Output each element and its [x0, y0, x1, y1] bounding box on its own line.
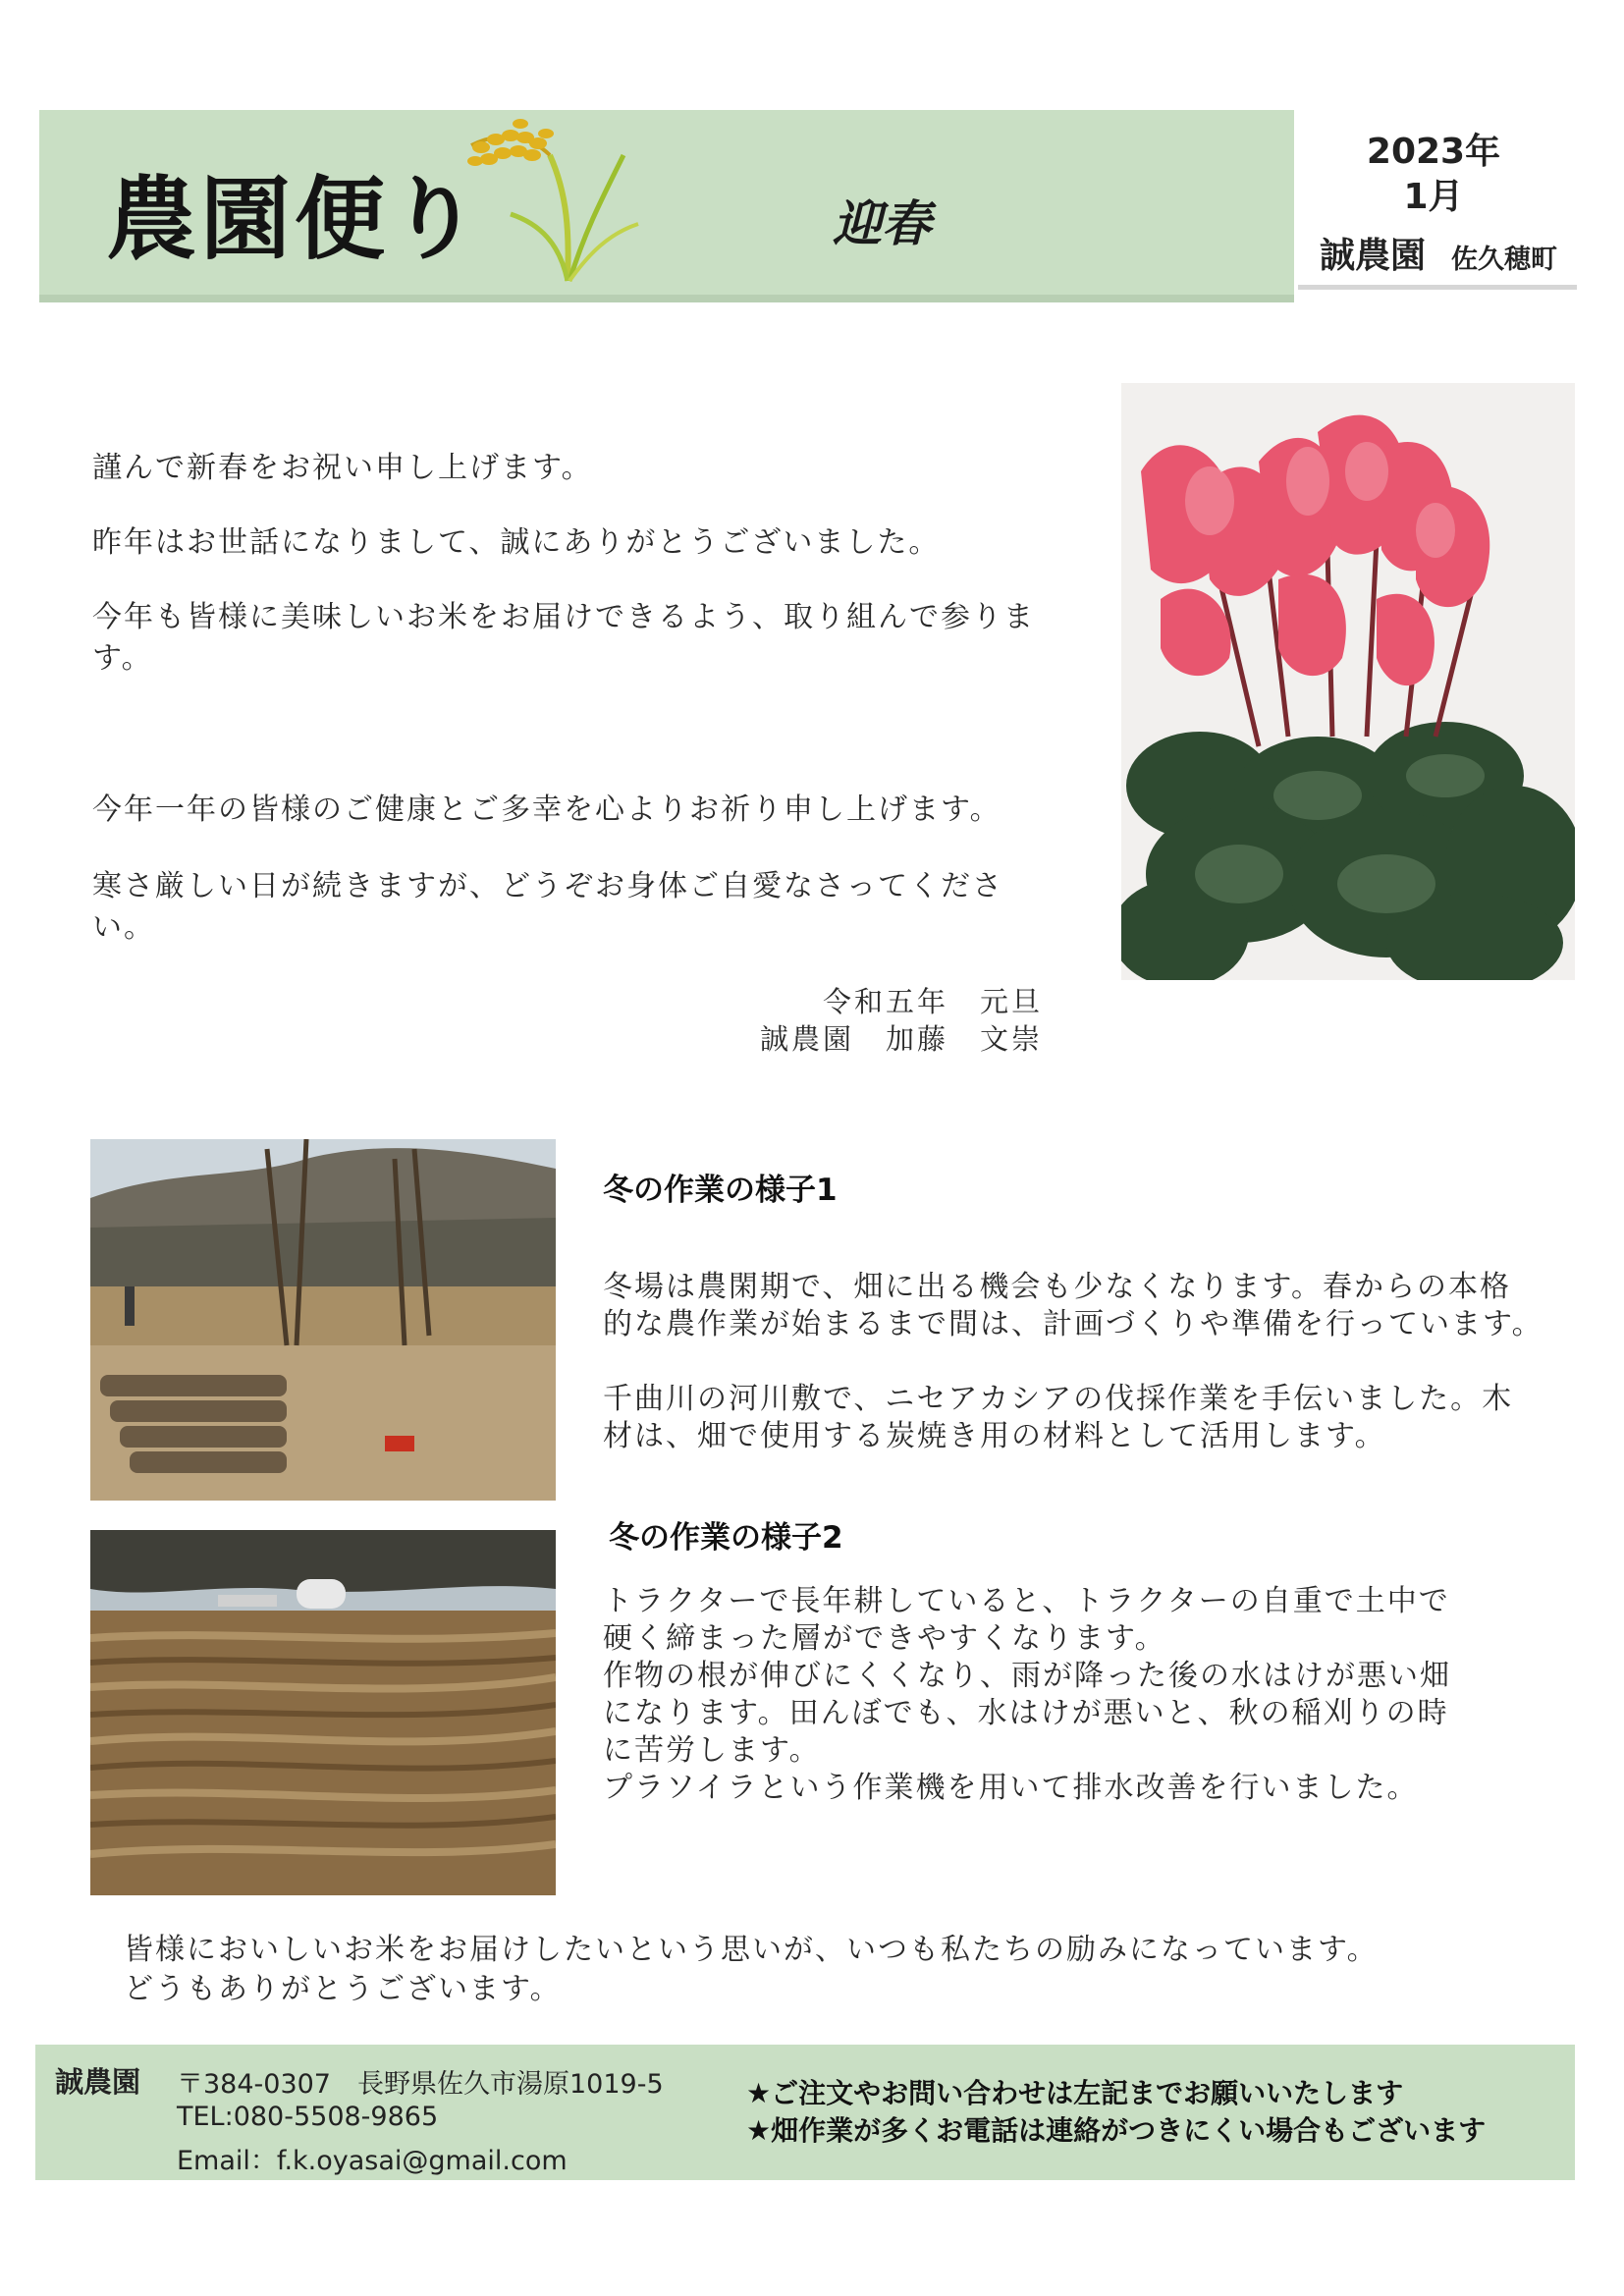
section1-text-line: 的な農作業が始まるまで間は、計画づくりや準備を行っています。: [603, 1307, 1543, 1341]
header-farm-town: 佐久穂町: [1451, 245, 1557, 275]
section2-text-line: 作物の根が伸びにくくなり、雨が降った後の水はけが悪い畑: [603, 1659, 1451, 1693]
signature-date: 令和五年 元旦: [822, 985, 1043, 1018]
date-underline: [1298, 285, 1577, 290]
rice-plant-icon: [452, 116, 648, 283]
subtitle-new-year: 迎春: [833, 194, 931, 252]
cyclamen-photo: [1121, 383, 1575, 980]
header-farm-name: 誠農園: [1320, 236, 1427, 276]
greeting-line: 今年も皆様に美味しいお米をお届けできるよう、取り組んで参りま: [92, 600, 1035, 634]
section1-text-line: 千曲川の河川敷で、ニセアカシアの伐採作業を手伝いました。木: [603, 1382, 1514, 1416]
closing-line: どうもありがとうございます。: [124, 1972, 562, 2006]
footer-note: ★畑作業が多くお電話は連絡がつきにくい場合もございます: [746, 2114, 1487, 2147]
greeting-line: す。: [92, 641, 153, 676]
plowed-field-photo: [90, 1530, 556, 1895]
closing-line: 皆様においしいお米をお届けしたいという思いが、いつも私たちの励みになっています。: [124, 1933, 1379, 1967]
header-underline: [39, 295, 1294, 302]
newsletter-title: 農園便り: [106, 166, 484, 272]
footer-note: ★ご注文やお問い合わせは左記までお願いいたします: [746, 2077, 1404, 2109]
section1-text-line: 材は、畑で使用する炭焼き用の材料として活用します。: [603, 1419, 1386, 1453]
issue-month: 1月: [1403, 177, 1464, 217]
section2-text-line: 硬く締まった層ができやすくなります。: [603, 1621, 1166, 1656]
section2-text-line: プラソイラという作業機を用いて排水改善を行いました。: [603, 1771, 1419, 1805]
riverbank-logging-photo: [90, 1139, 556, 1501]
footer-email: Email：f.k.oyasai@gmail.com: [177, 2146, 568, 2176]
signature-name: 誠農園 加藤 文崇: [759, 1022, 1043, 1056]
section-heading-winter-work-2: 冬の作業の様子2: [609, 1520, 843, 1556]
section2-text-line: に苦労します。: [603, 1733, 821, 1768]
footer-phone: TEL:080-5508-9865: [177, 2102, 439, 2132]
footer-address: 〒384-0307 長野県佐久市湯原1019-5: [177, 2069, 664, 2100]
greeting-line: 昨年はお世話になりまして、誠にありがとうございました。: [92, 525, 941, 560]
footer-farm-name: 誠農園: [55, 2065, 141, 2099]
greeting-line: 寒さ厳しい日が続きますが、どうぞお身体ご自愛なさってください。: [92, 869, 1003, 945]
section2-text-line: トラクターで長年耕していると、トラクターの自重で土中で: [603, 1584, 1450, 1618]
section1-text-line: 冬場は農閑期で、畑に出る機会も少なくなります。春からの本格: [603, 1270, 1511, 1304]
section2-text-line: になります。田んぼでも、水はけが悪いと、秋の稲刈りの時: [603, 1696, 1449, 1730]
closing-message: [124, 1931, 1400, 2009]
section-heading-winter-work-1: 冬の作業の様子1: [603, 1173, 838, 1208]
greeting-line: 今年一年の皆様のご健康とご多幸を心よりお祈り申し上げます。: [92, 793, 1001, 827]
greeting-line: 謹んで新春をお祝い申し上げます。: [92, 451, 593, 485]
issue-year: 2023年: [1366, 132, 1501, 172]
